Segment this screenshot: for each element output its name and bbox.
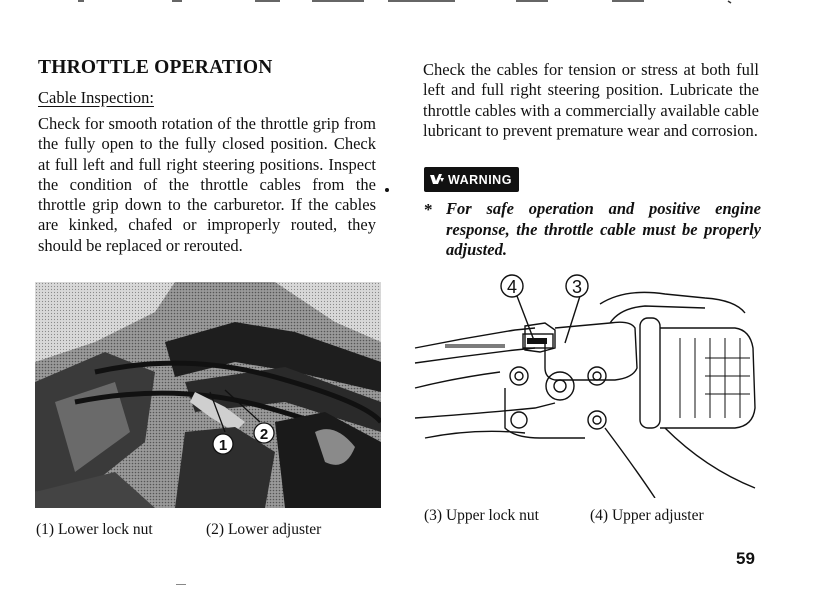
caption-lower-lock-nut: (1) Lower lock nut [36, 521, 153, 538]
callout-2: 2 [259, 426, 269, 443]
carburetor-photo [35, 282, 381, 508]
warning-label: WARNING [448, 172, 512, 187]
throttle-housing-diagram [405, 268, 765, 498]
caption-lower-adjuster: (2) Lower adjuster [206, 521, 322, 538]
callout-3: 3 [571, 277, 583, 297]
top-edge-marks [0, 0, 817, 8]
callout-4: 4 [506, 277, 518, 297]
body-paragraph-left: Check for smooth rotation of the throttle grip from the fully open to the fully closed position. Check at full left and full right steering positions. Inspect the condition of the throttle cables from the throttle grip down to the carburetor. If the cables are kinked, chafed or improperly routed, they should be replaced or rerouted. [38, 114, 376, 255]
body-paragraph-right: Check the cables for tension or stress at both full left and full right steering position. Lubricate the throttle cables with a commercially available cable lubricant to prevent premature wear and corrosion. [423, 60, 759, 140]
page-title: THROTTLE OPERATION [38, 57, 273, 78]
margin-dot [385, 188, 389, 192]
warning-text: For safe operation and positive engine response, the throttle cable must be properly adjusted. [446, 199, 761, 259]
warning-badge [424, 167, 519, 192]
warning-hand-icon [428, 172, 446, 188]
warning-bullet: * [424, 200, 433, 219]
caption-upper-lock-nut: (3) Upper lock nut [424, 507, 539, 524]
bottom-edge-mark [176, 584, 186, 585]
subheading: Cable Inspection: [38, 88, 154, 107]
callout-1: 1 [218, 437, 228, 454]
page-number: 59 [736, 549, 755, 568]
caption-upper-adjuster: (4) Upper adjuster [590, 507, 704, 524]
